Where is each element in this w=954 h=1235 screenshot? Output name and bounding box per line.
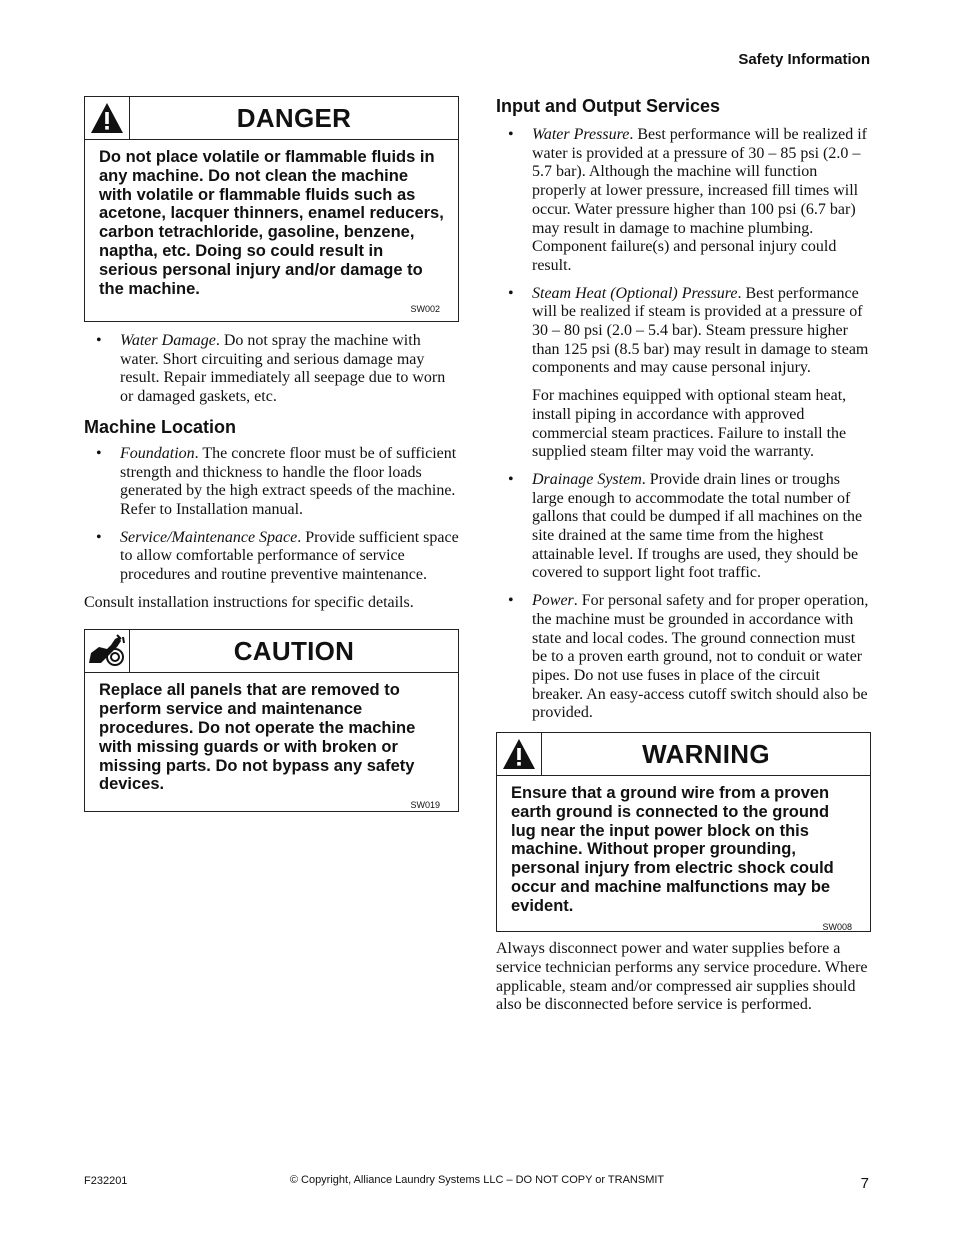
caution-header [85, 630, 458, 673]
caution-code: SW019 [410, 800, 440, 811]
list-item [84, 332, 459, 407]
input-output-list-2 [496, 471, 871, 723]
item-term: Foundation [120, 444, 195, 462]
bullet-icon: • [96, 528, 102, 546]
machine-location-list [84, 445, 459, 585]
closing-text: Always disconnect power and water supplies before a service technician performs any service procedure. Where applicable, steam and/or compressed air supplies should also be disconnected before service is performed. [496, 940, 868, 1014]
hand-entanglement-icon [85, 630, 130, 672]
bullet-icon: • [508, 284, 514, 302]
item-text: . Do not spray the machine with water. Short circuiting and serious damage may result. Repair immediately all seepage due to worn or damaged gaskets, etc. [120, 332, 446, 406]
bullet-icon: • [96, 332, 102, 349]
water-damage-list [84, 332, 459, 407]
warning-body [497, 776, 870, 942]
item-text: . Best performance will be realized if water is provided at a pressure of 30 – 85 psi (2.0 – 5.7 bar). Although the machine will function properly at lower pressure, increased fill times will occur. Water pressure higher than 100 psi (6.7 bar) may result in damage to machine plumbing. Component failure(s) and personal injury could result. [532, 126, 867, 274]
item-term: Service/Maintenance Space [120, 528, 298, 546]
warning-triangle-icon [85, 97, 130, 139]
bullet-icon: • [96, 444, 102, 462]
consult-text: Consult installation instructions for specific details. [84, 593, 414, 611]
warning-header [497, 733, 870, 776]
warning-title: WARNING [642, 738, 770, 769]
section-header: Safety Information [738, 51, 870, 68]
steam-note: For machines equipped with optional steam heat, install piping in accordance with approved commercial steam practices. Failure to install the supplied steam filter may void the warranty. [532, 387, 847, 461]
doc-number: F232201 [84, 1175, 128, 1187]
left-column [84, 96, 459, 812]
item-term: Water Pressure [532, 126, 630, 143]
danger-text: Do not place volatile or flammable fluids in any machine. Do not clean the machine with volatile or flammable fluids such as acetone, lacquer thinners, enamel reducers, carbon tetrachloride, gasoline, benzene, naptha, etc. Doing so could result in serious personal injury and/or damage to the machine. [99, 148, 444, 298]
bullet-icon: • [508, 592, 514, 610]
list-item [496, 126, 871, 276]
list-item [496, 471, 871, 583]
list-item [496, 592, 871, 723]
danger-code: SW002 [410, 304, 440, 315]
caution-box [84, 629, 459, 812]
caution-body [85, 673, 458, 821]
item-term: Steam Heat (Optional) Pressure [532, 284, 738, 302]
input-output-heading: Input and Output Services [496, 96, 721, 116]
item-term: Power [532, 592, 574, 610]
danger-header [85, 97, 458, 140]
item-text: . Best performance will be realized if steam is provided at a pressure of 30 – 80 psi (2.0 – 5.4 bar). Steam pressure higher than 125 psi (8.5 bar) may result in damage to steam components and may cause personal injury. [532, 284, 869, 377]
copyright-text: © Copyright, Alliance Laundry Systems LLC – DO NOT COPY or TRANSMIT [289, 1174, 665, 1186]
caution-title: CAUTION [233, 635, 355, 666]
right-column [496, 96, 871, 1015]
warning-text: Ensure that a ground wire from a proven earth ground is connected to the ground lug near the input power block on this machine. Without proper grounding, personal injury from electric shock could occur and machine malfunctions may be evident. [511, 784, 834, 915]
item-term: Water Damage [120, 332, 216, 349]
caution-text: Replace all panels that are removed to perform service and maintenance procedures. Do not operate the machine with missing guards or with broken or missing parts. Do not bypass any safety devices. [99, 681, 416, 794]
item-text: . The concrete floor must be of sufficient strength and thickness to handle the floor loads generated by the high extract speeds of the machine. Refer to Installation manual. [120, 444, 457, 518]
danger-body [85, 140, 458, 325]
list-item [84, 529, 459, 585]
machine-location-heading: Machine Location [84, 416, 237, 437]
list-item [496, 285, 871, 379]
danger-box [84, 96, 459, 322]
input-output-list [496, 126, 871, 378]
warning-code: SW008 [822, 921, 852, 932]
danger-title: DANGER [236, 102, 352, 133]
item-text: . Provide sufficient space to allow comfortable performance of service procedures and routine preventive maintenance. [120, 528, 459, 584]
item-text: . For personal safety and for proper operation, the machine must be grounded in accordance with state and local codes. The ground connection must be to a proven earth ground, not to conduit or water pipes. Do not use fuses in place of the circuit breaker. An easy-access cutoff switch should also be provided. [532, 592, 869, 722]
page-number: 7 [860, 1175, 869, 1192]
item-text: . Provide drain lines or troughs large enough to accommodate the total number of gallons that could be dumped if all machines on the site drained at the same time from the highest attainable level. If troughs are used, they should be covered to support light foot traffic. [532, 470, 863, 582]
item-term: Drainage System [532, 470, 642, 488]
warning-box [496, 732, 871, 932]
bullet-icon: • [508, 126, 514, 143]
bullet-icon: • [508, 470, 514, 488]
warning-triangle-icon [497, 733, 542, 775]
list-item [84, 445, 459, 520]
